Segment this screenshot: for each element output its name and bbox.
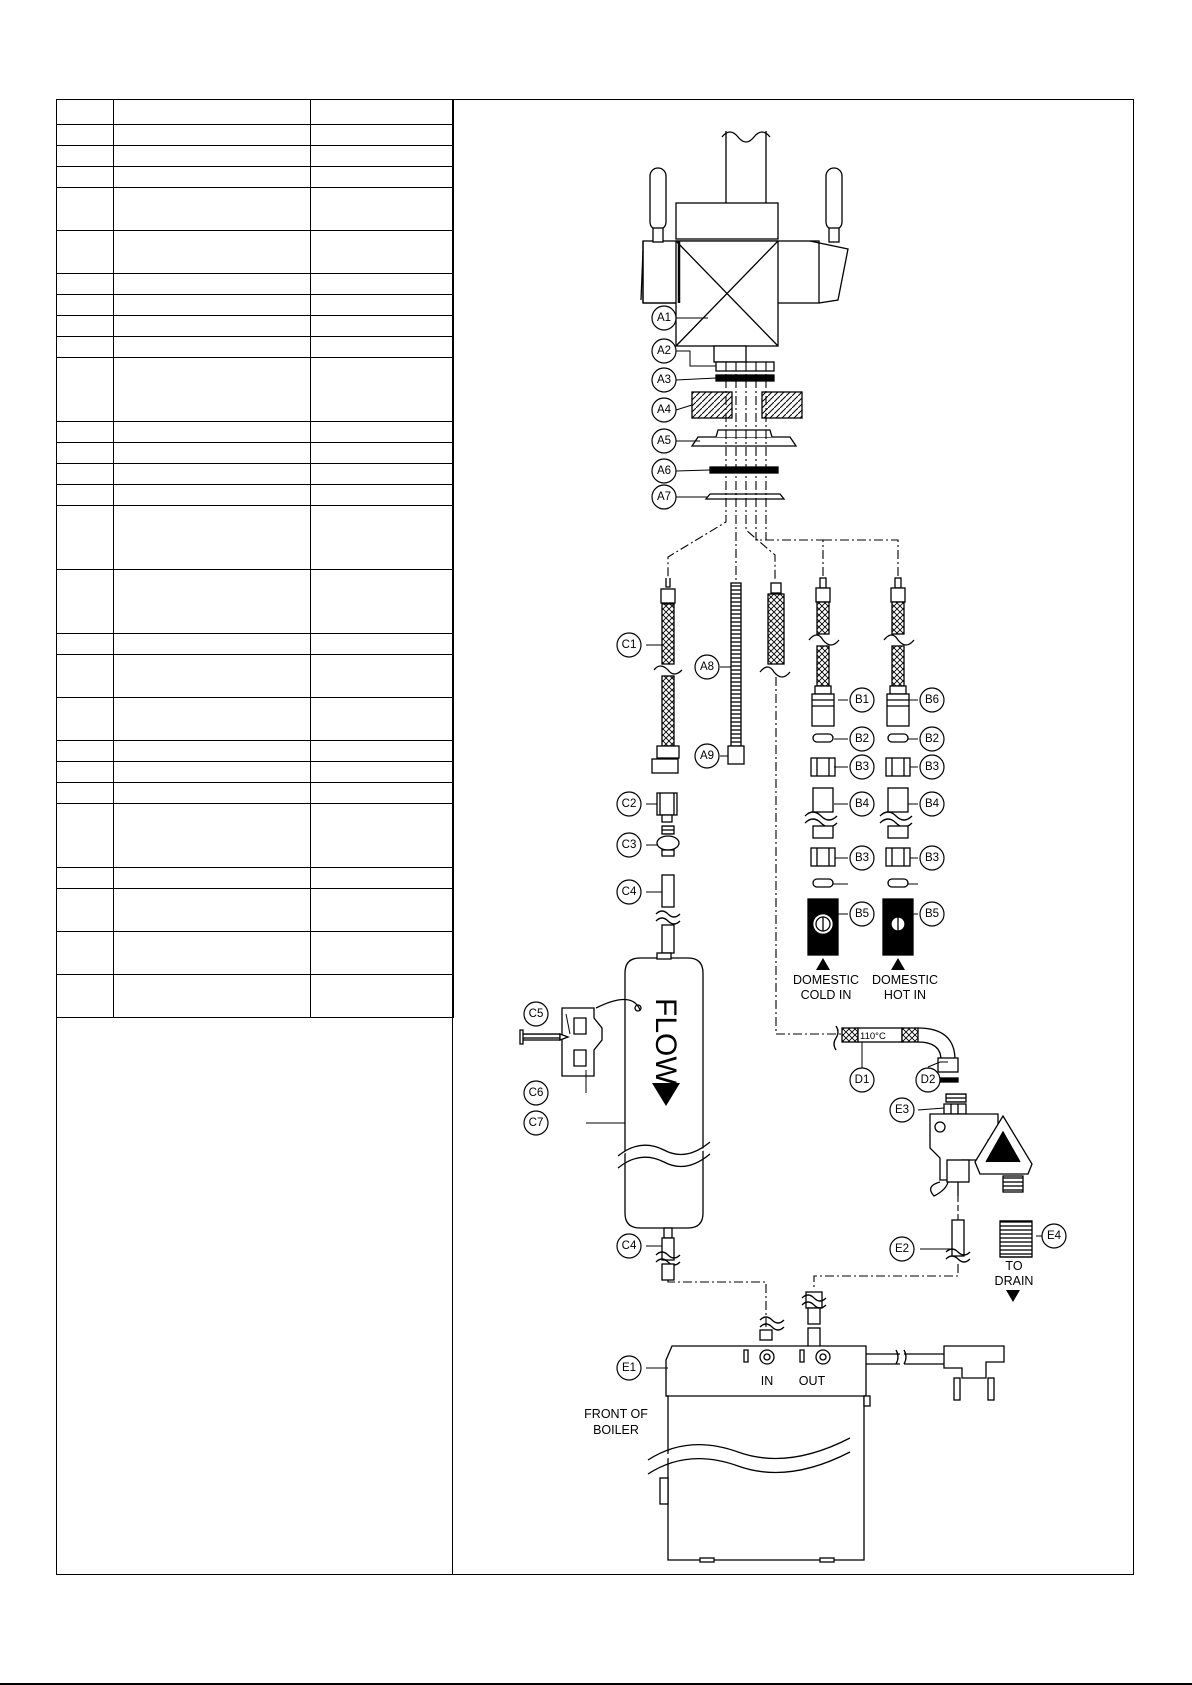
- callout-a9: A9: [699, 750, 715, 762]
- callout-c5: C5: [528, 1008, 544, 1020]
- callout-a6: A6: [656, 465, 672, 477]
- callout-d1: D1: [854, 1074, 870, 1086]
- part-a9-cap: [728, 746, 744, 764]
- callout-b1: B1: [854, 694, 870, 706]
- callout-a8: A8: [699, 661, 715, 673]
- part-c1-hose: [652, 578, 682, 773]
- part-e1-boiler: [648, 1346, 870, 1562]
- part-c7-filter: [616, 953, 712, 1238]
- caption-hose-temp: 110°C: [860, 1031, 886, 1042]
- callout-b3-hot-lower: B3: [924, 852, 940, 864]
- callout-e2: E2: [894, 1243, 910, 1255]
- callout-b4-cold: B4: [854, 798, 870, 810]
- caption-to-drain-2: DRAIN: [994, 1274, 1034, 1288]
- callout-b3-hot-upper: B3: [924, 761, 940, 773]
- callout-a3: A3: [656, 374, 672, 386]
- power-plug: [866, 1346, 1004, 1400]
- callout-a4: A4: [656, 404, 672, 416]
- callout-e1: E1: [621, 1362, 637, 1374]
- callout-b3-cold-upper: B3: [854, 761, 870, 773]
- caption-domestic-cold-2: COLD IN: [800, 988, 852, 1002]
- part-e3-valve: [930, 1094, 1032, 1196]
- caption-boiler-out: OUT: [798, 1374, 826, 1388]
- part-c3-push-fit: [657, 826, 679, 856]
- callout-c4-upper: C4: [621, 886, 637, 898]
- hot-inlet-assembly: [880, 578, 914, 970]
- callout-a2: A2: [656, 345, 672, 357]
- callout-c1: C1: [621, 639, 637, 651]
- caption-front-of-boiler-2: BOILER: [593, 1423, 639, 1437]
- caption-boiler-in: IN: [760, 1374, 774, 1388]
- part-c5-screw: [520, 1030, 568, 1044]
- callout-b2-hot-upper: B2: [924, 733, 940, 745]
- callout-c6: C6: [528, 1087, 544, 1099]
- callout-b4-hot: B4: [924, 798, 940, 810]
- part-a2-nut: [716, 362, 774, 371]
- callout-a5: A5: [656, 435, 672, 447]
- boiler-in-out-tubes: [760, 1292, 826, 1348]
- part-c4-tube-upper: [656, 875, 680, 953]
- callout-b3-cold-lower: B3: [854, 852, 870, 864]
- caption-to-drain-1: TO: [1005, 1259, 1023, 1273]
- part-d1-hose: [834, 1026, 958, 1072]
- callout-a7: A7: [656, 491, 672, 503]
- callout-c4-lower: C4: [621, 1240, 637, 1252]
- caption-domestic-cold-1: DOMESTIC: [793, 973, 859, 987]
- cold-inlet-assembly: [805, 578, 839, 970]
- callout-c2: C2: [621, 798, 637, 810]
- callout-c7: C7: [528, 1117, 544, 1129]
- part-d2-washer: [938, 1078, 958, 1082]
- callout-d2: D2: [920, 1074, 936, 1086]
- caption-front-of-boiler-1: FRONT OF: [584, 1407, 648, 1421]
- worktop-section: [692, 392, 802, 418]
- part-c2-adaptor: [657, 793, 677, 822]
- callout-c3: C3: [621, 839, 637, 851]
- callout-b2-cold-upper: B2: [854, 733, 870, 745]
- callout-b5-cold: B5: [854, 908, 870, 920]
- part-a6-gasket: [710, 467, 778, 473]
- part-a5-plate: [692, 437, 796, 446]
- part-c4-tube-lower: [656, 1238, 680, 1280]
- part-a8-rod: [731, 583, 741, 753]
- callout-e3: E3: [894, 1104, 910, 1116]
- caption-domestic-hot-2: HOT IN: [883, 988, 927, 1002]
- caption-flow: FLOW: [649, 998, 682, 1085]
- part-a3-washer: [716, 375, 774, 381]
- part-a7-plate: [706, 494, 784, 499]
- callout-e4: E4: [1046, 1230, 1062, 1242]
- caption-domestic-hot-1: DOMESTIC: [872, 973, 938, 987]
- callout-b5-hot: B5: [924, 908, 940, 920]
- callout-a1: A1: [656, 312, 672, 324]
- callout-b6: B6: [924, 694, 940, 706]
